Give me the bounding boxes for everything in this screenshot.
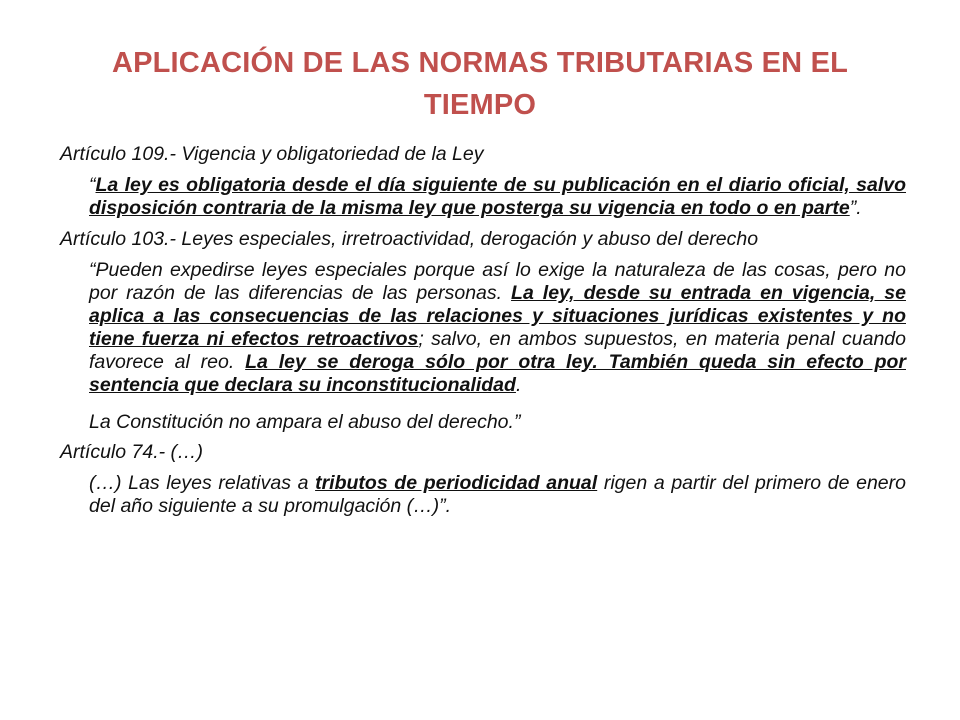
article-103-text [89, 259, 906, 434]
article-109-underlined-text: La ley es obligatoria desde el día siguiente de su publicación en el diario oficial, salvo disposición contraria de la misma ley que posterga su vigencia en todo o en parte [89, 174, 906, 219]
article-74-underlined: tributos de periodicidad anual [315, 472, 598, 494]
article-103-underlined-1: La ley, desde su entrada en vigencia, se aplica a las consecuencias de las relaciones y situaciones jurídicas existentes y no tiene fuerza ni efectos retroactivos [89, 282, 906, 350]
article-103-underlined-2: La ley se deroga sólo por otra ley. También queda sin efecto por sentencia que declara su inconstitucionalidad [89, 351, 906, 396]
slide-title: APLICACIÓN DE LAS NORMAS TRIBUTARIAS EN EL TIEMPO [111, 47, 849, 121]
article-103-text-3: . [515, 374, 522, 396]
article-103-paragraph-1 [89, 259, 906, 397]
article-103-paragraph-2: La Constitución no ampara el abuso del derecho.” [89, 411, 521, 433]
article-109-text [89, 174, 906, 220]
article-74-text-1: (…) Las leyes relativas a [89, 472, 316, 494]
article-103-heading: Artículo 103.- Leyes especiales, irretroactividad, derogación y abuso del derecho [60, 228, 759, 250]
article-109-heading: Artículo 109.- Vigencia y obligatoriedad de la Ley [60, 143, 484, 165]
article-103-text-1: “Pueden expedirse leyes especiales porque así lo exige la naturaleza de las cosas, pero no por razón de las diferencias de las personas. [89, 259, 906, 304]
open-quote: “ [89, 174, 96, 196]
article-74-text [89, 472, 906, 518]
slide-content [60, 143, 906, 526]
article-103-text-2: ; salvo, en ambos supuestos, en materia penal cuando favorece al reo. [89, 328, 906, 373]
close-quote: ”. [849, 197, 862, 219]
article-74-heading: Artículo 74.- (…) [60, 441, 204, 463]
article-74-text-2: rigen a partir del primero de enero del año siguiente a su promulgación (…)”. [89, 472, 906, 517]
